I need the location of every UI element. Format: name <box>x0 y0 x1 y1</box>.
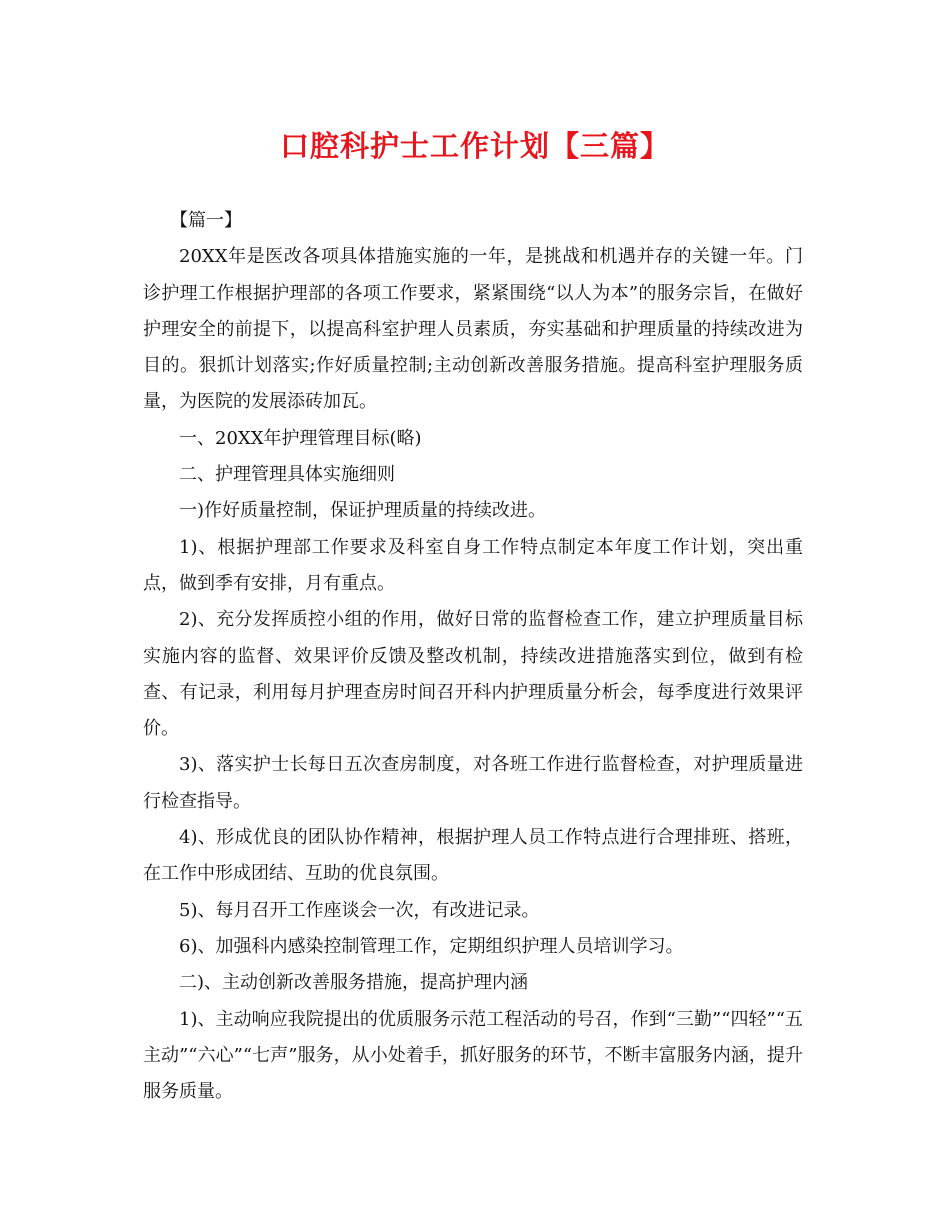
document-body <box>143 203 803 1110</box>
paragraph-service-item-1: 1)、主动响应我院提出的优质服务示范工程活动的号召，作到“三勤”“四轻”“五主动”“六心”“七声”服务，从小处着手，抓好服务的环节，不断丰富服务内涵，提升服务质量。 <box>143 1008 803 1103</box>
paragraph-quality-heading: 一)作好质量控制，保证护理质量的持续改进。 <box>179 500 547 522</box>
document-title: 口腔科护士工作计划【三篇】 <box>279 129 670 163</box>
paragraph-item-5: 5)、每月召开工作座谈会一次，有改进记录。 <box>179 899 540 921</box>
paragraph-rules-heading: 二、护理管理具体实施细则 <box>179 464 395 486</box>
paragraph-intro: 20XX年是医改各项具体措施实施的一年，是挑战和机遇并存的关键一年。门诊护理工作根据护理部的各项工作要求，紧紧围绕“以人为本”的服务宗旨，在做好护理安全的前提下，以提高科室护理人员素质，夯实基础和护理质量的持续改进为目的。狠抓计划落实;作好质量控制;主动创新改善服务措施。提高科室护理服务质量，为医院的发展添砖加瓦。 <box>143 246 803 413</box>
paragraph-goal: 一、20XX年护理管理目标(略) <box>179 427 422 449</box>
paragraph-item-4: 4)、形成优良的团队协作精神，根据护理人员工作特点进行合理排班、搭班，在工作中形成团结、互助的优良氛围。 <box>143 827 803 885</box>
paragraph-item-6: 6)、加强科内感染控制管理工作，定期组织护理人员培训学习。 <box>179 935 684 957</box>
paragraph-item-3: 3)、落实护士长每日五次查房制度，对各班工作进行监督检查，对护理质量进行检查指导。 <box>143 754 803 812</box>
paragraph-service-heading: 二)、主动创新改善服务措施，提高护理内涵 <box>179 972 529 994</box>
paragraph-item-1: 1)、根据护理部工作要求及科室自身工作特点制定本年度工作计划，突出重点，做到季有安排，月有重点。 <box>143 536 803 594</box>
section-heading: 【篇一】 <box>170 210 242 231</box>
paragraph-item-2: 2)、充分发挥质控小组的作用，做好日常的监督检查工作，建立护理质量目标实施内容的监督、效果评价反馈及整改机制，持续改进措施落实到位，做到有检查、有记录，利用每月护理查房时间召开科内护理质量分析会，每季度进行效果评价。 <box>143 609 803 740</box>
